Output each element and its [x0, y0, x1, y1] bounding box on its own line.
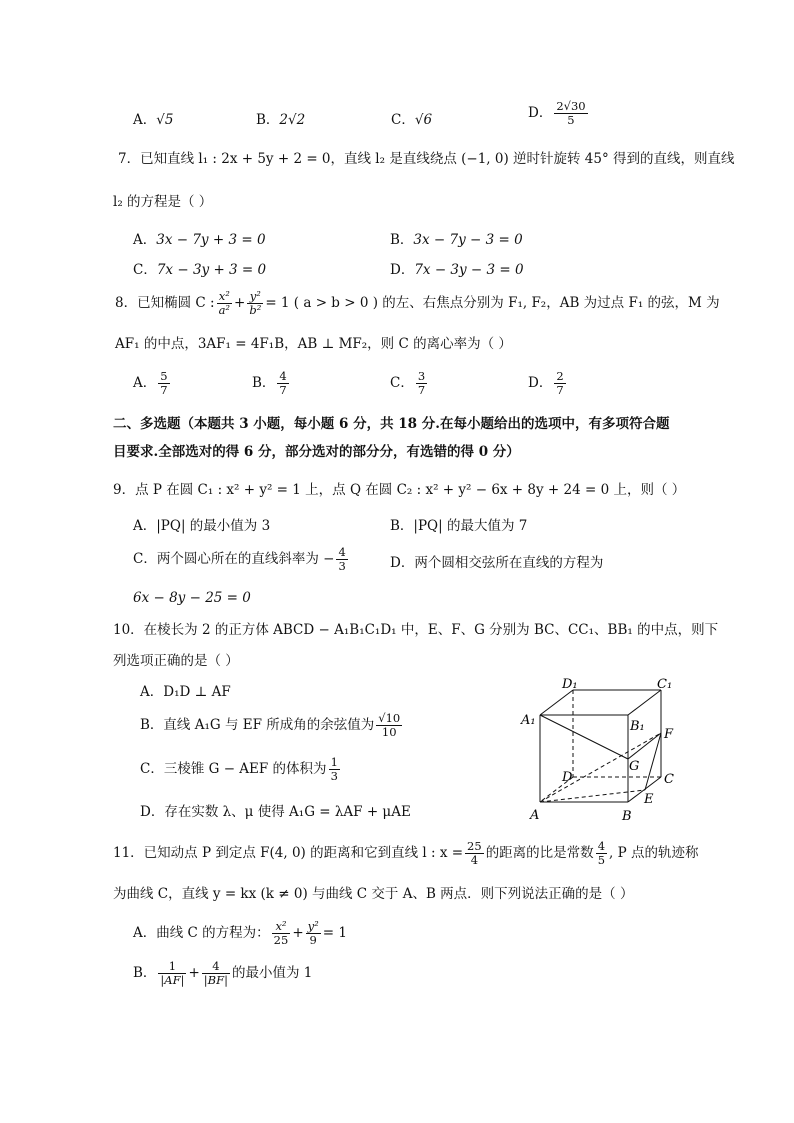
q7-option-d: D．7x − 3y − 3 = 0: [390, 262, 524, 278]
q6-option-c: C．√6: [391, 112, 433, 128]
label-e: E: [644, 792, 654, 807]
label-g: G: [629, 759, 640, 774]
q7-stem-line2: l₂ 的方程是（ ）: [113, 194, 213, 210]
q11-option-a: A．曲线 C 的方程为： $\frac{\text{x²}}{25}$ + $\frac{\text{y²}}{9}$ = 1: [133, 919, 347, 948]
segment-gf: [628, 733, 661, 759]
label-a: A: [530, 808, 540, 823]
edge-c1b1: [628, 690, 661, 715]
section2-heading-line1: 二、多选题（本题共 3 小题，每小题 6 分，共 18 分.在每小题给出的选项中，有多项符合题: [113, 416, 670, 432]
q9-option-d-line1: D．两个圆相交弦所在直线的方程为: [390, 555, 604, 571]
q11-stem-line2: 为曲线 C，直线 y = kx (k ≠ 0) 与曲线 C 交于 A、B 两点．则下列说法正确的是（ ）: [113, 886, 634, 902]
segment-af-hidden: [540, 733, 661, 802]
label-c: C: [664, 772, 674, 787]
q9-option-b: B．|PQ| 的最大值为 7: [390, 518, 528, 534]
q8-option-b: B． $\frac{4}{7}$: [252, 369, 287, 398]
q9-option-a: A．|PQ| 的最小值为 3: [133, 518, 271, 534]
q11-stem-line1: 11．已知动点 P 到定点 F(4, 0) 的距离和它到直线 l : x = $\frac{25}{4}$ 的距离的比是常数 $\frac{4}{5}$ , P 点的轨迹称: [113, 839, 699, 868]
q7-stem-line1: 7．已知直线 l₁ : 2x + 5y + 2 = 0，直线 l₂ 是直线绕点 (−1, 0) 逆时针旋转 45° 得到的直线，则直线: [118, 151, 735, 167]
q11-option-b: B． $\frac{1}{|AF|}$ + $\frac{4}{|BF|}$ 的最小值为 1: [133, 959, 313, 988]
q10-option-d: D．存在实数 λ、μ 使得 A₁G = λAF + μAE: [140, 804, 411, 820]
q10-option-b: B．直线 A₁G 与 EF 所成角的余弦值为 $\frac{√10}{10}$: [140, 711, 401, 740]
label-d: D: [562, 770, 573, 785]
q7-option-b: B．3x − 7y − 3 = 0: [390, 232, 523, 248]
q9-option-c: C．两个圆心所在的直线斜率为 − $\frac{4}{3}$: [133, 545, 346, 574]
q7-option-a: A．3x − 7y + 3 = 0: [133, 232, 266, 248]
cube-figure: [518, 672, 688, 824]
segment-ae-hidden: [540, 790, 645, 802]
label-d1: D₁: [562, 677, 578, 692]
q10-stem-line2: 列选项正确的是（ ）: [113, 653, 239, 669]
q10-option-a: A．D₁D ⊥ AF: [140, 684, 231, 700]
q6-option-b: B．2√2: [256, 112, 306, 128]
label-c1: C₁: [657, 677, 673, 692]
q10-option-c: C．三棱锥 G − AEF 的体积为 $\frac{1}{3}$: [140, 755, 338, 784]
label-a1: A₁: [521, 713, 536, 728]
q10-stem-line1: 10．在棱长为 2 的正方体 ABCD − A₁B₁C₁D₁ 中，E、F、G 分别为 BC、CC₁、BB₁ 的中点，则下: [113, 622, 719, 638]
q8-stem-line2: AF₁ 的中点，3AF₁ = 4F₁B，AB ⊥ MF₂，则 C 的离心率为（ ）: [115, 336, 512, 352]
q6-option-d: D． $\frac{2√30}{5}$: [528, 99, 586, 128]
label-b1: B₁: [630, 719, 645, 734]
q8-option-c: C． $\frac{3}{7}$: [390, 369, 426, 398]
segment-fe: [645, 733, 661, 790]
section2-heading-line2: 目要求.全部选对的得 6 分，部分选对的部分分，有选错的得 0 分）: [113, 444, 520, 460]
q6-option-a: A．√5: [133, 112, 174, 128]
q9-stem: 9．点 P 在圆 C₁ : x² + y² = 1 上，点 Q 在圆 C₂ : x² + y² − 6x + 8y + 24 = 0 上，则（ ）: [113, 482, 686, 498]
edge-a1d1: [540, 690, 573, 715]
q9-option-d-line2: 6x − 8y − 25 = 0: [133, 590, 251, 606]
label-b: B: [622, 809, 632, 824]
q8-option-a: A． $\frac{5}{7}$: [133, 369, 168, 398]
q7-option-c: C．7x − 3y + 3 = 0: [133, 262, 267, 278]
q8-option-d: D． $\frac{2}{7}$: [528, 369, 564, 398]
segment-a1g: [540, 715, 628, 759]
q8-stem-line1: 8．已知椭圆 C : $\frac{\text{x²}}{\text{a²}}$ + $\frac{\text{y²}}{\text{b²}}$ = 1 ( a > b > 0 ) 的左、右焦点分别为 F₁, F₂，AB 为过点 F₁ 的弦，M 为: [115, 289, 720, 318]
label-f: F: [664, 727, 674, 742]
